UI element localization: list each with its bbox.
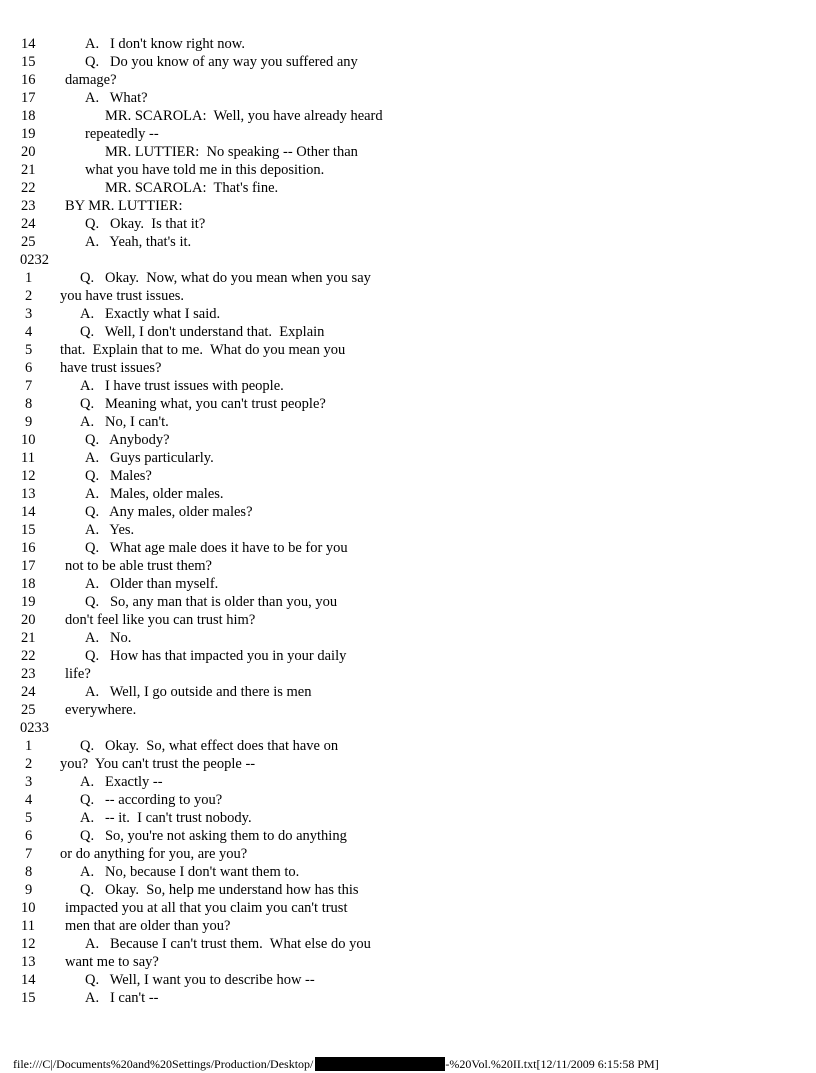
line-text: A. Yeah, that's it. xyxy=(85,234,192,250)
line-text: MR. SCAROLA: Well, you have already heard xyxy=(105,108,383,124)
line-number: 10 xyxy=(21,900,36,916)
line-text: don't feel like you can trust him? xyxy=(65,612,256,628)
line-text: A. Well, I go outside and there is men xyxy=(85,684,312,700)
transcript-line xyxy=(0,395,816,413)
transcript-line xyxy=(0,71,816,89)
line-number: 15 xyxy=(21,54,36,70)
line-number: 4 xyxy=(25,324,33,340)
line-text: repeatedly -- xyxy=(85,126,159,142)
transcript-line xyxy=(0,629,816,647)
line-number: 16 xyxy=(21,540,36,556)
line-number: 16 xyxy=(21,72,36,88)
transcript-line xyxy=(0,215,816,233)
line-number: 20 xyxy=(21,612,36,628)
line-number: 2 xyxy=(25,288,33,304)
line-text: A. Guys particularly. xyxy=(85,450,214,466)
transcript-line xyxy=(0,791,816,809)
line-number: 21 xyxy=(21,630,36,646)
transcript-line xyxy=(0,845,816,863)
transcript-line xyxy=(0,287,816,305)
transcript-line xyxy=(0,431,816,449)
line-text: men that are older than you? xyxy=(65,918,231,934)
transcript-line xyxy=(0,737,816,755)
transcript-line xyxy=(0,269,816,287)
line-number: 17 xyxy=(21,558,36,574)
transcript-line xyxy=(0,125,816,143)
transcript-line xyxy=(0,341,816,359)
line-text: MR. LUTTIER: No speaking -- Other than xyxy=(105,144,358,160)
transcript-line xyxy=(0,665,816,683)
line-text: Q. So, any man that is older than you, you xyxy=(85,594,338,610)
transcript-line xyxy=(0,899,816,917)
line-text: A. I have trust issues with people. xyxy=(80,378,284,394)
transcript-line xyxy=(0,881,816,899)
transcript-line xyxy=(0,863,816,881)
transcript-line xyxy=(0,53,816,71)
line-number: 24 xyxy=(21,684,36,700)
transcript-line xyxy=(0,485,816,503)
line-text: A. Exactly -- xyxy=(80,774,163,790)
line-number: 14 xyxy=(21,972,36,988)
transcript-line xyxy=(0,305,816,323)
line-number: 1 xyxy=(25,270,33,286)
line-number: 3 xyxy=(25,774,33,790)
transcript-line xyxy=(0,107,816,125)
line-text: A. I don't know right now. xyxy=(85,36,245,52)
transcript-line xyxy=(0,935,816,953)
page-break xyxy=(0,719,816,737)
transcript-line xyxy=(0,989,816,1007)
page-number: 0232 xyxy=(20,252,49,268)
transcript-line xyxy=(0,35,816,53)
line-text: everywhere. xyxy=(65,702,137,718)
line-number: 7 xyxy=(25,846,33,862)
line-number: 10 xyxy=(21,432,36,448)
transcript-line xyxy=(0,323,816,341)
line-text: impacted you at all that you claim you can't trust xyxy=(65,900,348,916)
transcript-line xyxy=(0,179,816,197)
line-number: 22 xyxy=(21,648,36,664)
line-number: 8 xyxy=(25,864,33,880)
line-text: A. Males, older males. xyxy=(85,486,224,502)
line-number: 15 xyxy=(21,990,36,1006)
transcript-line xyxy=(0,377,816,395)
transcript-line xyxy=(0,701,816,719)
line-number: 20 xyxy=(21,144,36,160)
line-text: A. No, I can't. xyxy=(80,414,169,430)
line-number: 4 xyxy=(25,792,33,808)
line-number: 6 xyxy=(25,828,33,844)
line-number: 6 xyxy=(25,360,33,376)
transcript-line xyxy=(0,161,816,179)
redaction-block xyxy=(315,1057,445,1071)
file-path-footer xyxy=(7,1037,659,1071)
line-text: Q. Well, I don't understand that. Explain xyxy=(80,324,325,340)
line-number: 13 xyxy=(21,486,36,502)
line-number: 22 xyxy=(21,180,36,196)
line-text: A. Because I can't trust them. What else do you xyxy=(85,936,371,952)
line-text: A. Yes. xyxy=(85,522,135,538)
line-text: not to be able trust them? xyxy=(65,558,212,574)
line-text: life? xyxy=(65,666,91,682)
line-number: 19 xyxy=(21,126,36,142)
line-text: you? You can't trust the people -- xyxy=(60,756,256,772)
transcript-line xyxy=(0,827,816,845)
line-text: Q. Males? xyxy=(85,468,152,484)
transcript-line xyxy=(0,773,816,791)
line-text: that. Explain that to me. What do you mean you xyxy=(60,342,346,358)
transcript-line xyxy=(0,593,816,611)
transcript-line xyxy=(0,755,816,773)
line-text: want me to say? xyxy=(65,954,159,970)
line-number: 7 xyxy=(25,378,33,394)
line-text: BY MR. LUTTIER: xyxy=(65,198,183,214)
line-text: A. Exactly what I said. xyxy=(80,306,221,322)
transcript-line xyxy=(0,143,816,161)
footer-path-suffix: -%20Vol.%20II.txt[12/11/2009 6:15:58 PM] xyxy=(445,1057,659,1071)
line-number: 13 xyxy=(21,954,36,970)
transcript-line xyxy=(0,683,816,701)
line-text: Q. So, you're not asking them to do anything xyxy=(80,828,347,844)
line-text: Q. Do you know of any way you suffered any xyxy=(85,54,358,70)
line-number: 23 xyxy=(21,666,36,682)
transcript-line xyxy=(0,953,816,971)
transcript-line xyxy=(0,521,816,539)
line-number: 9 xyxy=(25,882,33,898)
line-text: have trust issues? xyxy=(60,360,162,376)
line-number: 15 xyxy=(21,522,36,538)
line-number: 14 xyxy=(21,504,36,520)
line-text: A. I can't -- xyxy=(85,990,159,1006)
line-text: Q. How has that impacted you in your daily xyxy=(85,648,347,664)
transcript-line xyxy=(0,467,816,485)
line-number: 25 xyxy=(21,702,36,718)
line-number: 24 xyxy=(21,216,36,232)
line-number: 21 xyxy=(21,162,36,178)
line-text: A. -- it. I can't trust nobody. xyxy=(80,810,252,826)
transcript-body xyxy=(0,35,816,1007)
line-number: 5 xyxy=(25,342,33,358)
page-number: 0233 xyxy=(20,720,49,736)
transcript-line xyxy=(0,647,816,665)
transcript-line xyxy=(0,503,816,521)
line-text: MR. SCAROLA: That's fine. xyxy=(105,180,279,196)
line-number: 9 xyxy=(25,414,33,430)
line-number: 17 xyxy=(21,90,36,106)
line-number: 12 xyxy=(21,468,36,484)
line-number: 11 xyxy=(21,918,35,934)
transcript-line xyxy=(0,359,816,377)
line-number: 1 xyxy=(25,738,33,754)
line-number: 12 xyxy=(21,936,36,952)
page-break xyxy=(0,251,816,269)
line-text: Q. Okay. Is that it? xyxy=(85,216,206,232)
transcript-line xyxy=(0,233,816,251)
line-text: A. No. xyxy=(85,630,132,646)
transcript-line xyxy=(0,449,816,467)
line-number: 18 xyxy=(21,576,36,592)
transcript-line xyxy=(0,197,816,215)
transcript-line xyxy=(0,539,816,557)
line-number: 25 xyxy=(21,234,36,250)
footer-path-prefix: file:///C|/Documents%20and%20Settings/Production/Desktop/ xyxy=(13,1057,314,1071)
line-text: damage? xyxy=(65,72,117,88)
line-number: 23 xyxy=(21,198,36,214)
line-number: 2 xyxy=(25,756,33,772)
line-number: 5 xyxy=(25,810,33,826)
line-text: you have trust issues. xyxy=(60,288,185,304)
line-number: 8 xyxy=(25,396,33,412)
line-text: Q. Anybody? xyxy=(85,432,170,448)
line-text: Q. -- according to you? xyxy=(80,792,223,808)
line-text: Q. Meaning what, you can't trust people? xyxy=(80,396,326,412)
transcript-line xyxy=(0,575,816,593)
transcript-line xyxy=(0,557,816,575)
line-text: A. No, because I don't want them to. xyxy=(80,864,300,880)
line-text: Q. Any males, older males? xyxy=(85,504,253,520)
line-number: 19 xyxy=(21,594,36,610)
transcript-line xyxy=(0,611,816,629)
line-number: 11 xyxy=(21,450,35,466)
line-text: or do anything for you, are you? xyxy=(60,846,248,862)
line-number: 18 xyxy=(21,108,36,124)
line-text: A. What? xyxy=(85,90,148,106)
line-text: Q. What age male does it have to be for you xyxy=(85,540,348,556)
line-text: Q. Okay. So, what effect does that have on xyxy=(80,738,339,754)
line-text: Q. Okay. So, help me understand how has this xyxy=(80,882,359,898)
transcript-line xyxy=(0,971,816,989)
transcript-line xyxy=(0,413,816,431)
transcript-line xyxy=(0,89,816,107)
line-text: A. Older than myself. xyxy=(85,576,219,592)
line-text: Q. Well, I want you to describe how -- xyxy=(85,972,315,988)
transcript-line xyxy=(0,809,816,827)
line-number: 3 xyxy=(25,306,33,322)
line-text: what you have told me in this deposition. xyxy=(85,162,325,178)
line-number: 14 xyxy=(21,36,36,52)
transcript-line xyxy=(0,917,816,935)
line-text: Q. Okay. Now, what do you mean when you say xyxy=(80,270,371,286)
